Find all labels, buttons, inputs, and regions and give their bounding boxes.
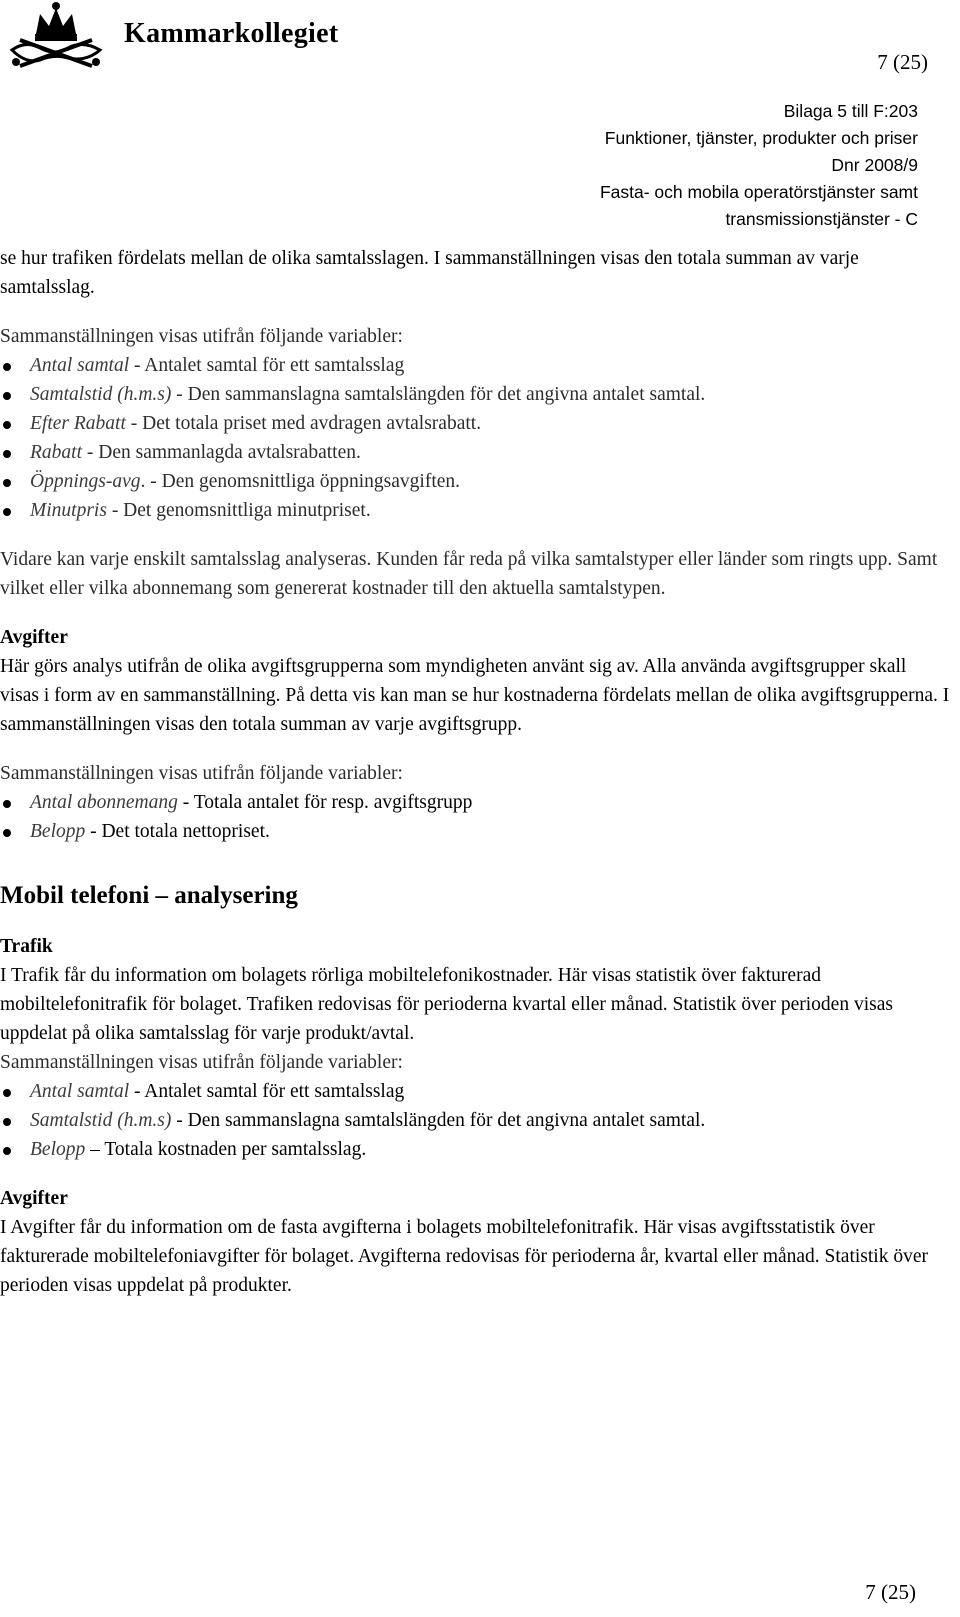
meta-line: Funktioner, tjänster, produkter och priser	[604, 128, 918, 148]
analysis-paragraph: Vidare kan varje enskilt samtalsslag analyseras. Kunden får reda på vilka samtalstyper eller länder som ringts upp. Samt vilket eller vilka abonnemang som genererat kostnader till den aktuella samtalstypen.	[0, 549, 938, 599]
list-item: Belopp – Totala kostnaden per samtalsslag.	[0, 1135, 950, 1164]
avgifter-heading: Avgifter	[0, 627, 68, 648]
meta-line: Bilaga 5 till F:203	[783, 101, 918, 121]
variables-lead: Sammanställningen visas utifrån följande variabler:	[0, 763, 403, 784]
trafik-paragraph: I Trafik får du information om bolagets rörliga mobiltelefonikostnader. Här visas statistik över fakturerad mobiltelefonitrafik för bolaget. Trafiken redovisas för perioderna kvartal eller månad. Statistik över perioden visas uppdelat på olika samtalsslag för varje produkt/avtal.	[0, 965, 893, 1044]
list-item: Efter Rabatt - Det totala priset med avdragen avtalsrabatt.	[0, 409, 950, 438]
list-item: Samtalstid (h.m.s) - Den sammanslagna samtalslängden för det angivna antalet samtal.	[0, 1106, 950, 1135]
page-number-bottom: 7 (25)	[865, 1580, 916, 1604]
variables-lead: Sammanställningen visas utifrån följande variabler:	[0, 1052, 403, 1073]
list-item: Antal samtal - Antalet samtal för ett samtalsslag	[0, 351, 950, 380]
avgifter-paragraph: I Avgifter får du information om de fasta avgifterna i bolagets mobiltelefonitrafik. Här visas avgiftsstatistik över fakturerade mobiltelefoniavgifter för bolaget. Avgifterna redovisas för perioderna år, kvartal eller månad. Statistik över perioden visas uppdelat på produkter.	[0, 1217, 928, 1296]
list-item: Antal abonnemang - Totala antalet för resp. avgiftsgrupp	[0, 788, 950, 817]
meta-line: transmissionstjänster - C	[725, 209, 918, 229]
logo-text: Kammarkollegiet	[124, 18, 339, 49]
page-number-top: 7 (25)	[877, 50, 928, 74]
list-item: Antal samtal - Antalet samtal för ett samtalsslag	[0, 1077, 950, 1106]
avgifter-paragraph: Här görs analys utifrån de olika avgiftsgrupperna som myndigheten använt sig av. Alla använda avgiftsgrupper skall visas i form av en sammanställning. På detta vis kan man se hur kostnaderna fördelats mellan de olika avgiftsgrupperna. I sammanställningen visas den totala summan av varje avgiftsgrupp.	[0, 656, 950, 735]
logo	[6, 0, 346, 74]
crown-icon	[6, 0, 118, 74]
list-item: Samtalstid (h.m.s) - Den sammanslagna samtalslängden för det angivna antalet samtal.	[0, 380, 950, 409]
document-body	[0, 244, 950, 1300]
variables-list	[0, 351, 950, 525]
list-item: Öppnings-avg. - Den genomsnittliga öppningsavgiften.	[0, 467, 950, 496]
variables-lead: Sammanställningen visas utifrån följande variabler:	[0, 326, 403, 347]
meta-line: Dnr 2008/9	[831, 155, 918, 175]
trafik-heading: Trafik	[0, 936, 53, 957]
meta-line: Fasta- och mobila operatörstjänster samt	[599, 182, 918, 202]
variables-list	[0, 788, 950, 846]
list-item: Minutpris - Det genomsnittliga minutpriset.	[0, 496, 950, 525]
intro-paragraph: se hur trafiken fördelats mellan de olika samtalsslagen. I sammanställningen visas den totala summan av varje samtalsslag.	[0, 248, 859, 298]
list-item: Belopp - Det totala nettopriset.	[0, 817, 950, 846]
variables-list	[0, 1077, 950, 1164]
avgifter-heading: Avgifter	[0, 1188, 68, 1209]
section-title: Mobil telefoni – analysering	[0, 882, 298, 909]
document-meta	[600, 98, 918, 233]
list-item: Rabatt - Den sammanlagda avtalsrabatten.	[0, 438, 950, 467]
